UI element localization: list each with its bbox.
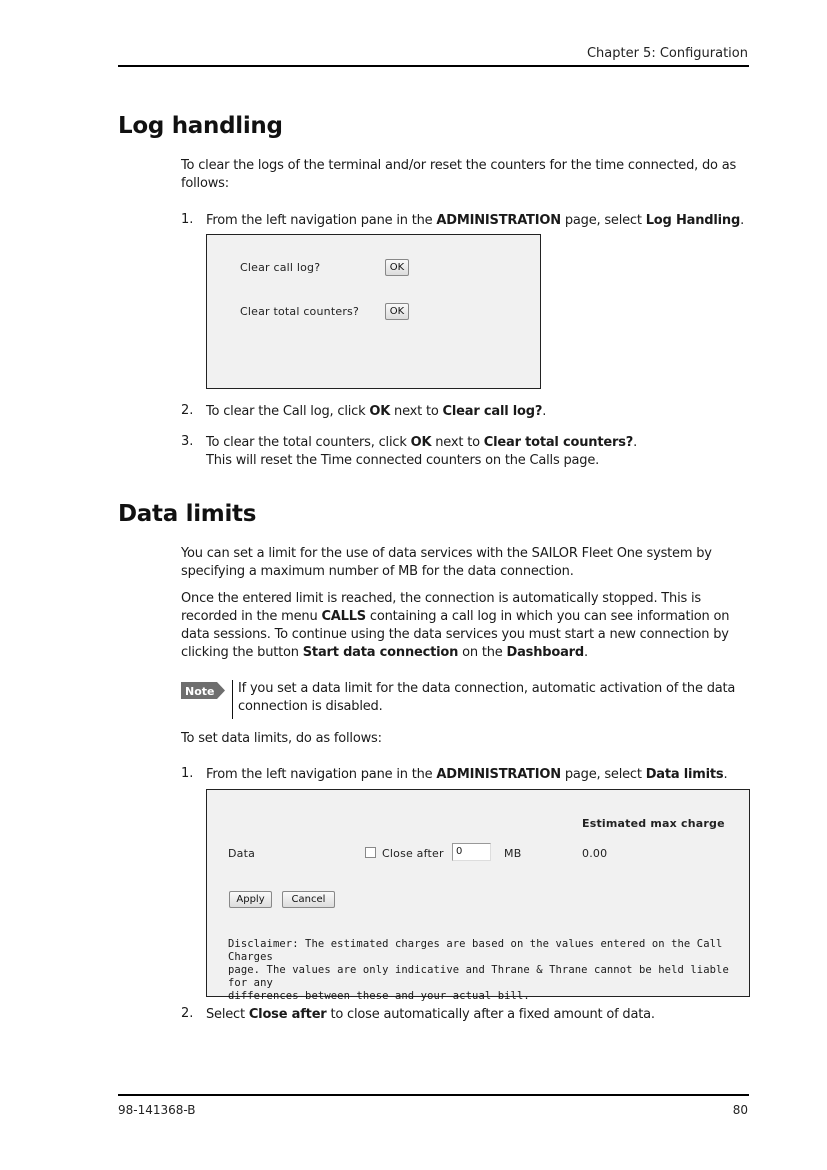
estimated-charge-value: 0.00	[582, 847, 608, 860]
log-step-2: To clear the Call log, click OK next to Clear call log?.	[206, 404, 547, 419]
page-number: 80	[732, 1103, 748, 1117]
note-text: If you set a data limit for the data connection, automatic activation of the data connection is disabled.	[238, 681, 736, 714]
log-step-3: To clear the total counters, click OK next to Clear total counters?. This will reset the Time connected counters on the Calls page.	[206, 435, 638, 468]
data-limits-para-2: Once the entered limit is reached, the connection is automatically stopped. This is recorded in the menu CALLS containing a call log in which you can see information on data sessions. To continue using the data services you must start a new connection by clicking the button Start data connection on the Dashboard.	[181, 591, 730, 660]
step-number: 1.	[181, 212, 194, 227]
data-limits-panel	[206, 789, 750, 1002]
close-after-label: Close after	[382, 847, 444, 860]
cancel-button[interactable]: Cancel	[282, 891, 335, 908]
clear-total-counters-ok-button[interactable]: OK	[385, 303, 409, 320]
to-set-data-limits: To set data limits, do as follows:	[181, 731, 382, 746]
data-step-2: Select Close after to close automatically after a fixed amount of data.	[206, 1007, 655, 1022]
step-number: 1.	[181, 766, 194, 781]
estimated-max-charge-header: Estimated max charge	[582, 817, 725, 830]
chapter-header: Chapter 5: Configuration	[586, 46, 748, 61]
header-rule	[118, 65, 749, 67]
log-handling-panel	[206, 234, 541, 389]
disclaimer-text	[228, 938, 743, 1003]
log-handling-title: Log handling	[118, 113, 283, 139]
close-after-checkbox[interactable]	[365, 847, 376, 858]
disclaimer-line: differences between these and your actual bill.	[228, 990, 530, 1002]
note-badge	[181, 682, 225, 699]
clear-call-log-ok-button[interactable]: OK	[385, 259, 409, 276]
note-badge-label: Note	[185, 685, 215, 698]
note-divider	[232, 680, 233, 719]
data-limits-title: Data limits	[118, 501, 257, 527]
clear-call-log-label: Clear call log?	[240, 261, 321, 274]
apply-button[interactable]: Apply	[229, 891, 272, 908]
document-number: 98-141368-B	[118, 1103, 196, 1117]
close-after-mb-input[interactable]: 0	[452, 843, 491, 861]
disclaimer-line: Disclaimer: The estimated charges are based on the values entered on the Call Charges	[228, 938, 723, 963]
mb-unit-label: MB	[504, 847, 522, 860]
data-step-1: From the left navigation pane in the ADMINISTRATION page, select Data limits.	[206, 767, 728, 782]
step-number: 3.	[181, 434, 194, 449]
data-limits-para-1: You can set a limit for the use of data services with the SAILOR Fleet One system by specifying a maximum number of MB for the data connection.	[181, 546, 712, 579]
step-number: 2.	[181, 403, 194, 418]
log-step-1: From the left navigation pane in the ADMINISTRATION page, select Log Handling.	[206, 213, 744, 228]
clear-total-counters-label: Clear total counters?	[240, 305, 360, 318]
footer-rule	[118, 1094, 749, 1096]
step-number: 2.	[181, 1006, 194, 1021]
log-handling-intro: To clear the logs of the terminal and/or reset the counters for the time connected, do as follows:	[181, 158, 737, 191]
data-row-label: Data	[228, 847, 256, 860]
disclaimer-line: page. The values are only indicative and Thrane & Thrane cannot be held liable for any	[228, 964, 729, 989]
